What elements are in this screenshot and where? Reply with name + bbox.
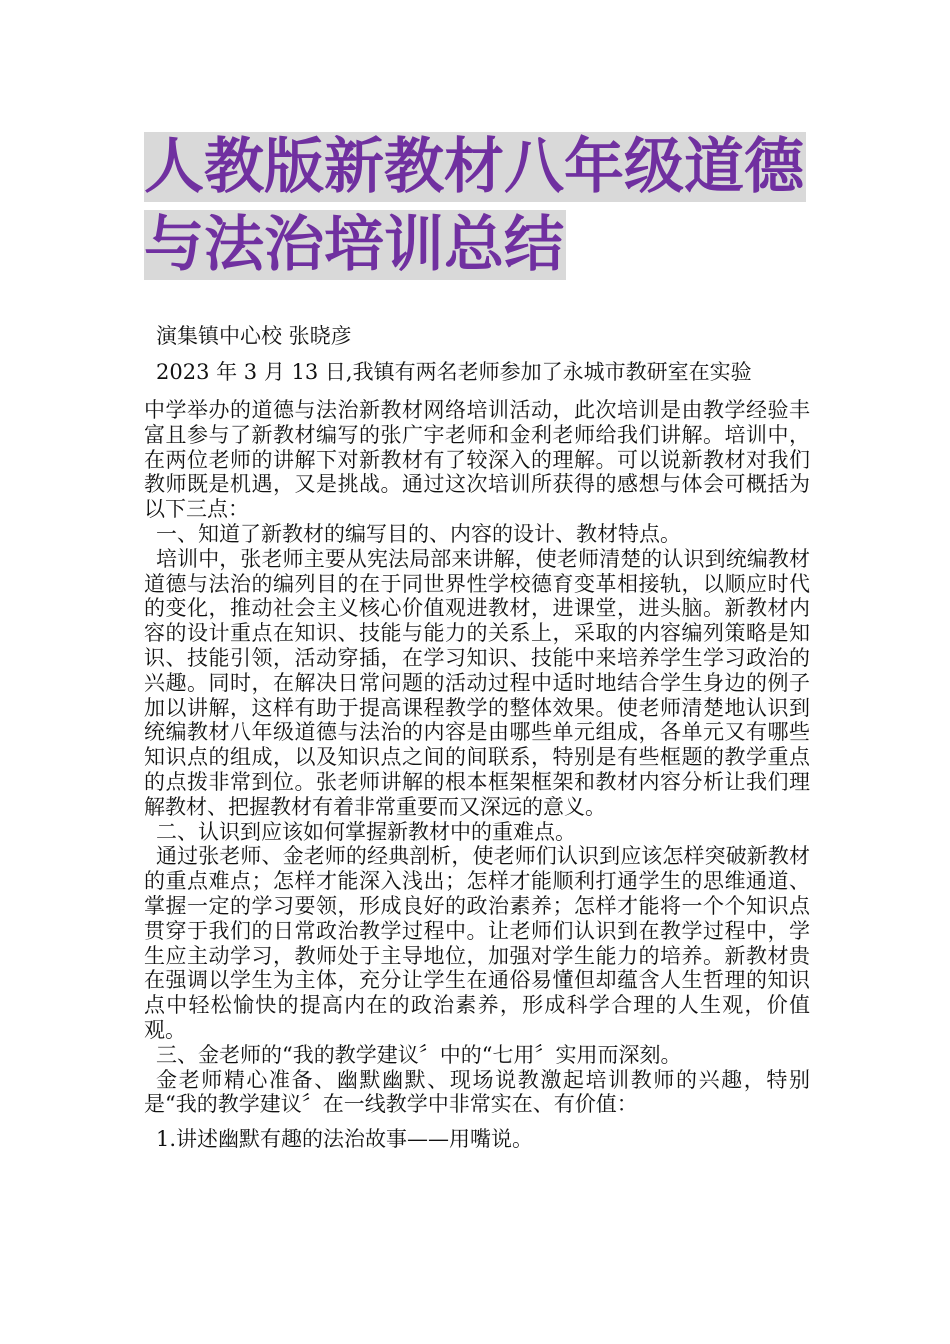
section-heading-1: 一、知道了新教材的编写目的、内容的设计、教材特点。 <box>156 521 681 546</box>
document-title-text: 人教版新教材八年级道德与法治培训总结 <box>144 132 804 280</box>
section-body-1: 培训中，张老师主要从宪法局部来讲解，使老师清楚的认识到统编教材道德与法治的编列目的在于同世界性学校德育变革相接轨，以顺应时代的变化，推动社会主义核心价值观进教材，进课堂，进头脑。新教材内容的设计重点在知识、技能与能力的关系上，采取的内容编列策略是知识、技能引领，活动穿插，在学习知识、技能中来培养学生学习政治的兴趣。同时，在解决日常问题的活动过程中适时地结合学生身边的例子加以讲解，这样有助于提高课程教学的整体效果。使老师清楚地认识到统编教材八年级道德与法治的内容是由哪些单元组成，各单元又有哪些知识点的组成，以及知识点之间的间联系，特别是有些框题的教学重点的点拨非常到位。张老师讲解的根本框架框架和教材内容分析让我们理解教材、把握教材有着非常重要而又深远的意义。 <box>144 546 810 819</box>
section-heading-2: 二、认识到应该如何掌握新教材中的重难点。 <box>156 819 576 844</box>
document-title <box>144 128 824 284</box>
list-item: 1.讲述幽默有趣的法治故事——用嘴说。 <box>156 1127 534 1152</box>
section-heading-3: 三、金老师的“我的教学建议〞中的“七用〞实用而深刻。 <box>156 1042 682 1067</box>
section-body-2: 通过张老师、金老师的经典剖析，使老师们认识到应该怎样突破新教材的重点难点；怎样才能深入浅出；怎样才能顺利打通学生的思维通道、掌握一定的学习要领，形成良好的政治素养；怎样才能将一个个知识点贯穿于我们的日常政治教学过程中。让老师们认识到在教学过程中，学生应主动学习，教师处于主导地位，加强对学生能力的培养。新教材贵在强调以学生为主体，充分让学生在通俗易懂但却蕴含人生哲理的知识点中轻松愉快的提高内在的政治素养，形成科学合理的人生观，价值观。 <box>144 844 810 1042</box>
section-body-3: 金老师精心准备、幽默幽默、现场说教激起培训教师的兴趣，特别是“我的教学建议〞在一线教学中非常实在、有价值： <box>144 1067 810 1117</box>
intro-first-line: 2023 年 3 月 13 日,我镇有两名老师参加了永城市教研室在实验 <box>156 360 752 384</box>
intro-paragraph: 中学举办的道德与法治新教材网络培训活动，此次培训是由教学经验丰富且参与了新教材编写的张广宇老师和金利老师给我们讲解。培训中，在两位老师的讲解下对新教材有了较深入的理解。可以说新教材对我们教师既是机遇，又是挑战。通过这次培训所获得的感想与体会可概括为以下三点： <box>144 398 810 522</box>
document-body <box>144 398 810 1152</box>
author-line: 演集镇中心校 张晓彦 <box>156 324 352 348</box>
